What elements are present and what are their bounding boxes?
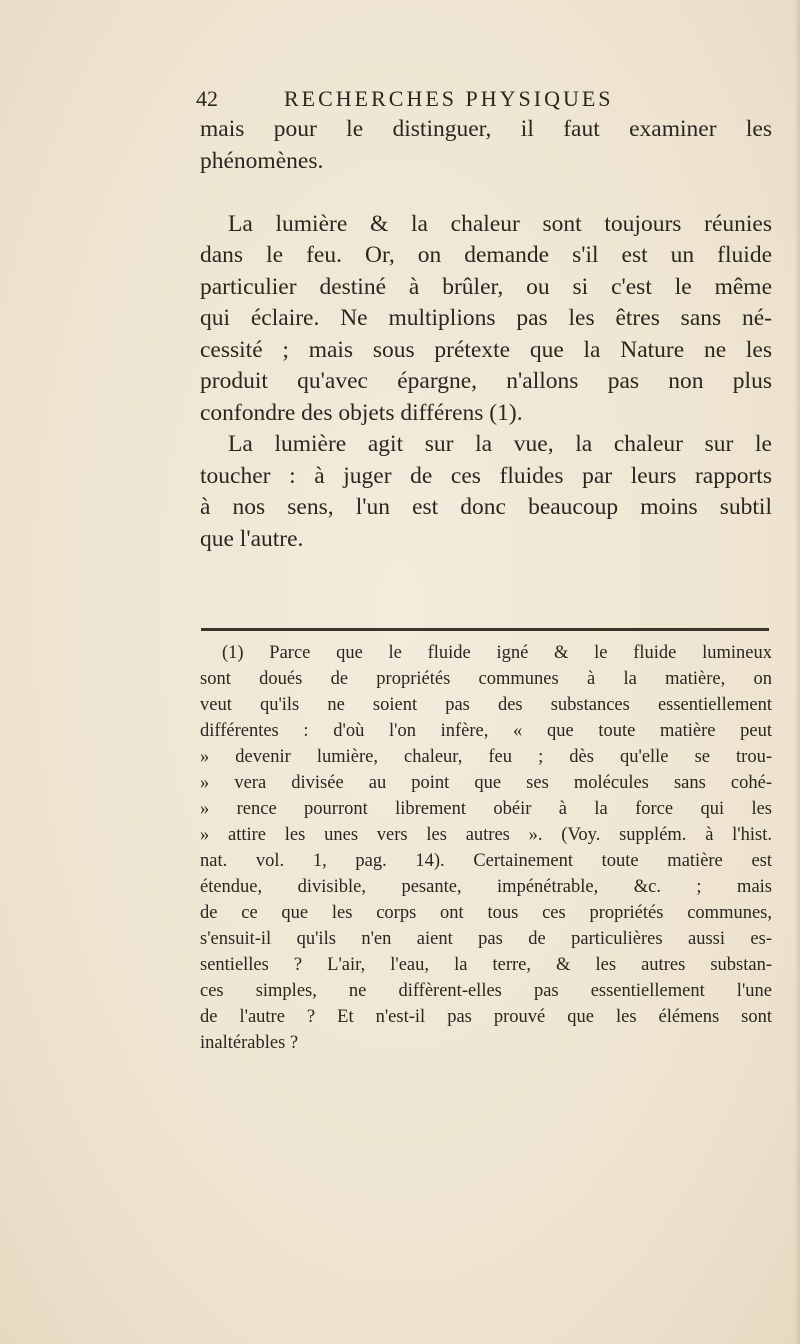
text-line: phénomènes.: [200, 147, 324, 174]
footnote-line: de ce que les corps ont tous ces propriétés communes,: [200, 903, 772, 923]
footnote-line: veut qu'ils ne soient pas des substances essentiellement: [200, 695, 772, 715]
paragraph-gap: [200, 177, 772, 209]
text-line: confondre des objets différens (1).: [200, 399, 523, 426]
text-line: toucher : à juger de ces fluides par leurs rapports: [200, 462, 772, 489]
footnote-rule: [201, 628, 769, 631]
text-line: particulier destiné à brûler, ou si c'est le même: [200, 273, 772, 300]
footnote-line: de l'autre ? Et n'est-il pas prouvé que les élémens sont: [200, 1007, 772, 1027]
footnote-line: » devenir lumière, chaleur, feu ; dès qu'elle se trou-: [200, 747, 772, 767]
text-line: mais pour le distinguer, il faut examiner les: [200, 116, 772, 142]
footnote-line: » attire les unes vers les autres ». (Voy. supplém. à l'hist.: [200, 825, 772, 845]
text-line: produit qu'avec épargne, n'allons pas non plus: [200, 368, 772, 394]
text-line: que l'autre.: [200, 525, 304, 552]
footnote-line: (1) Parce que le fluide igné & le fluide lumineux: [222, 643, 772, 663]
footnote-line: » vera divisée au point que ses molécules sans cohé-: [200, 773, 772, 793]
text-line: qui éclaire. Ne multiplions pas les êtres sans né-: [200, 305, 772, 331]
text-line: dans le feu. Or, on demande s'il est un fluide: [200, 242, 772, 268]
footnote-line: nat. vol. 1, pag. 14). Certainement toute matière est: [200, 851, 772, 871]
footnote-line: sont doués de propriétés communes à la matière, on: [200, 669, 772, 689]
running-title: RECHERCHES PHYSIQUES: [284, 86, 614, 111]
text-line: La lumière & la chaleur sont toujours réunies: [228, 210, 772, 237]
footnote-line: inaltérables ?: [200, 1033, 299, 1053]
text-line: cessité ; mais sous prétexte que la Nature ne les: [200, 336, 772, 363]
page-number: 42: [196, 86, 218, 111]
page-edge-shadow: [794, 0, 800, 1344]
text-line: La lumière agit sur la vue, la chaleur sur le: [228, 431, 772, 457]
footnote-line: » rence pourront librement obéir à la force qui les: [200, 799, 772, 819]
footnote-line: étendue, divisible, pesante, impénétrable, &c. ; mais: [200, 877, 772, 897]
footnote-line: s'ensuit-il qu'ils n'en aient pas de particulières aussi es-: [200, 929, 772, 949]
footnote-line: ces simples, ne diffèrent-elles pas essentiellement l'une: [200, 981, 772, 1001]
main-text-block: [200, 114, 772, 555]
running-head: [196, 86, 676, 116]
text-line: à nos sens, l'un est donc beaucoup moins subtil: [200, 494, 772, 520]
footnote-line: différentes : d'où l'on infère, « que toute matière peut: [200, 721, 772, 741]
footnote-line: sentielles ? L'air, l'eau, la terre, & les autres substan-: [200, 955, 772, 975]
footnote-block: [200, 640, 772, 1056]
